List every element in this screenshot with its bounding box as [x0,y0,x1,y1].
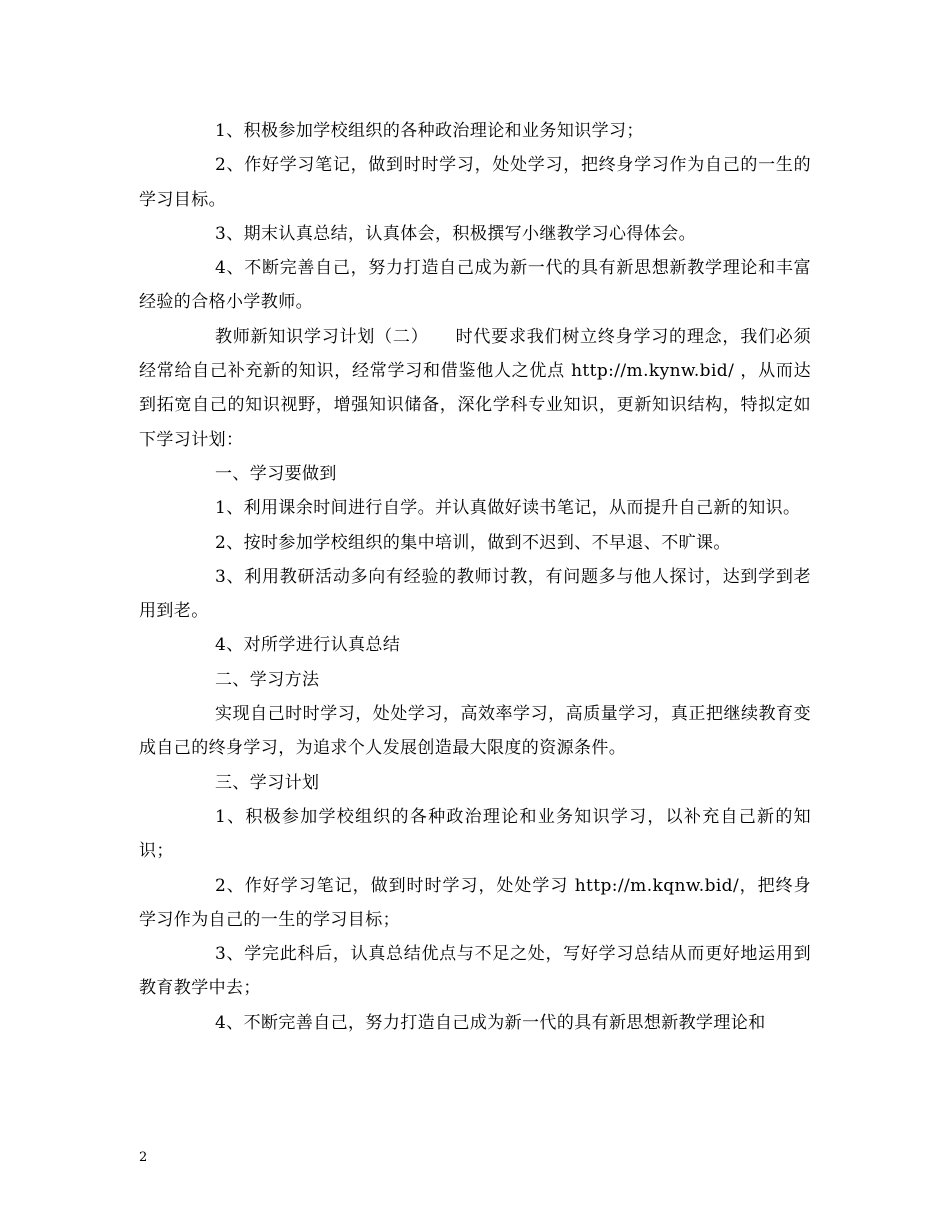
paragraph-9: 3、利用教研活动多向有经验的教师讨教，有问题多与他人探讨，达到学到老用到老。 [139,566,811,622]
paragraph-16: 3、学完此科后，认真总结优点与不足之处，写好学习总结从而更好地运用到教育教学中去； [139,944,811,999]
paragraph-7: 1、利用课余时间进行自学。并认真做好读书笔记，从而提升自己新的知识。 [215,498,801,519]
section-heading-3: 三、学习计划 [215,772,320,793]
paragraph-1: 1、积极参加学校组织的各种政治理论和业务知识学习； [215,121,644,141]
paragraph-10: 4、对所学进行认真总结 [215,635,401,656]
page-number: 2 [139,1150,148,1165]
paragraph-17: 4、不断完善自己，努力打造自己成为新一代的具有新思想新教学理论和 [215,1012,766,1033]
paragraph-4: 4、不断完善自己，努力打造自己成为新一代的具有新思想新教学理论和丰富经验的合格小学教师。 [139,258,811,313]
section-heading-2: 二、学习方法 [215,669,320,690]
section-heading-1: 一、学习要做到 [215,463,337,484]
paragraph-2: 2、作好学习笔记，做到时时学习，处处学习，把终身学习作为自己的一生的学习目标。 [139,155,811,210]
paragraph-14: 1、积极参加学校组织的各种政治理论和业务知识学习，以补充自己新的知识； [139,806,811,862]
paragraph-15: 2、作好学习笔记，做到时时学习，处处学习 http://m.kqnw.bid/，把终身学习作为自己的一生的学习目标； [139,875,811,930]
paragraph-3: 3、期末认真总结，认真体会，积极撰写小继教学习心得体会。 [215,223,697,244]
paragraph-5: 教师新知识学习计划（二） 时代要求我们树立终身学习的理念，我们必须经常给自己补充新的知识，经常学习和借鉴他人之优点 http://m.kynw.bid/ ，从而达到拓宽自己的知识视野，增强知识储备，深化学科专业知识，更新知识结构，特拟定如下学习计划： [139,326,811,450]
document-body [139,114,811,1040]
paragraph-12: 实现自己时时学习，处处学习，高效率学习，高质量学习，真正把继续教育变成自己的终身学习，为追求个人发展创造最大限度的资源条件。 [139,704,811,759]
paragraph-8: 2、按时参加学校组织的集中培训，做到不迟到、不早退、不旷课。 [215,532,731,553]
